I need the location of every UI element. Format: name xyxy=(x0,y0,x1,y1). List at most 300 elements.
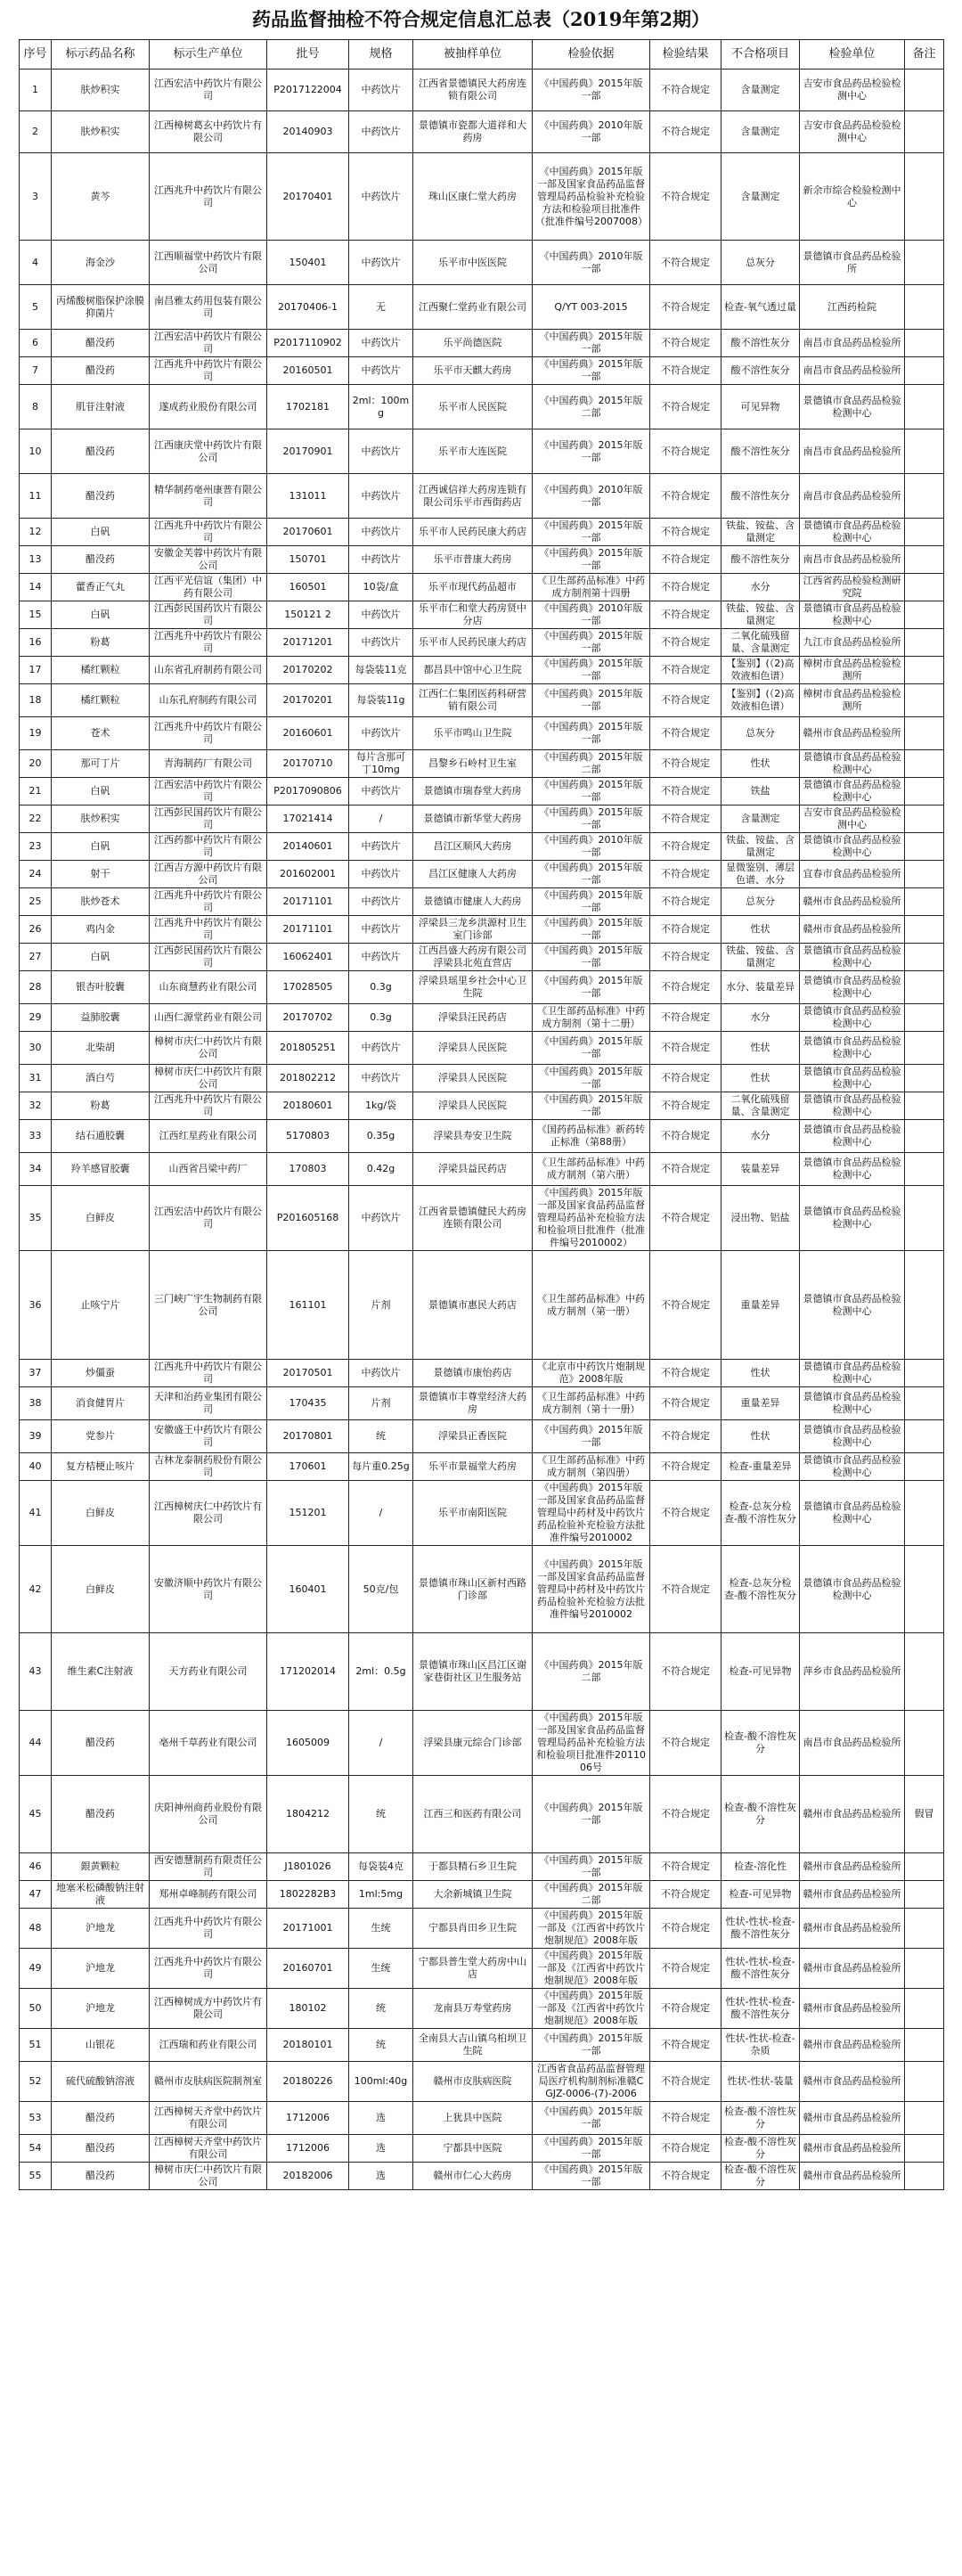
cell-manufacturer: 南昌雅太药用包装有限公司 xyxy=(150,285,267,330)
cell-result: 不符合规定 xyxy=(650,519,722,546)
cell-drug-name: 射干 xyxy=(52,861,150,888)
cell-failed-items: 检查-溶化性 xyxy=(722,1853,800,1881)
cell-manufacturer: 亳州千草药业有限公司 xyxy=(150,1711,267,1776)
cell-batch: 20170601 xyxy=(267,519,349,546)
cell-manufacturer: 天方药业有限公司 xyxy=(150,1633,267,1711)
cell-failed-items: 检查-酸不溶性灰分 xyxy=(722,2163,800,2190)
col-header-sampled-unit: 被抽样单位 xyxy=(413,40,533,70)
cell-batch: 20170702 xyxy=(267,1004,349,1032)
cell-result: 不符合规定 xyxy=(650,1004,722,1032)
cell-remark xyxy=(905,574,944,601)
cell-lab: 景德镇市食品药品检验检测中心 xyxy=(800,971,905,1004)
cell-manufacturer: 江西彭民国药饮片有限公司 xyxy=(150,601,267,629)
cell-lab: 樟树市食品药品检验检测所 xyxy=(800,684,905,717)
table-row xyxy=(20,1032,944,1065)
cell-manufacturer: 江西瑞和药业有限公司 xyxy=(150,2029,267,2062)
cell-result: 不符合规定 xyxy=(650,778,722,806)
cell-sampled-unit: 浮梁县瑶里乡社会中心卫生院 xyxy=(413,971,533,1004)
table-row xyxy=(20,916,944,944)
cell-failed-items: 装量差异 xyxy=(722,1153,800,1186)
cell-spec: 1kg/袋 xyxy=(349,1092,413,1120)
cell-remark xyxy=(905,429,944,474)
cell-lab: 南昌市食品药品检验所 xyxy=(800,1711,905,1776)
cell-failed-items: 检查-可见异物 xyxy=(722,1881,800,1909)
cell-failed-items: 显微鉴别、薄层色谱、水分 xyxy=(722,861,800,888)
cell-failed-items: 【鉴别】(（2)高效液相色谱） xyxy=(722,657,800,684)
cell-drug-name: 醋没药 xyxy=(52,546,150,574)
cell-spec: / xyxy=(349,1711,413,1776)
cell-lab: 萍乡市食品药品检验所 xyxy=(800,1633,905,1711)
cell-basis: 《中国药典》2015年版一部 xyxy=(533,916,650,944)
cell-failed-items: 含量测定 xyxy=(722,111,800,153)
cell-spec: 2ml：100mg xyxy=(349,385,413,429)
cell-lab: 南昌市食品药品检验所 xyxy=(800,546,905,574)
cell-batch: 1802282B3 xyxy=(267,1881,349,1909)
cell-failed-items: 酸不溶性灰分 xyxy=(722,474,800,519)
table-row xyxy=(20,971,944,1004)
cell-sampled-unit: 宁都县肖田乡卫生院 xyxy=(413,1909,533,1949)
cell-failed-items: 检查-总灰分检查-酸不溶性灰分 xyxy=(722,1546,800,1633)
cell-drug-name: 黄芩 xyxy=(52,153,150,241)
cell-remark xyxy=(905,2163,944,2190)
cell-sampled-unit: 江西省景德镇健民大药房连锁有限公司 xyxy=(413,1186,533,1251)
cell-batch: 20170201 xyxy=(267,684,349,717)
cell-drug-name: 粉葛 xyxy=(52,629,150,657)
cell-batch: 16062401 xyxy=(267,944,349,971)
cell-basis: 《中国药典》2015年版一部 xyxy=(533,2135,650,2163)
cell-sampled-unit: 景德镇市新华堂大药房 xyxy=(413,806,533,833)
cell-basis: 江西省食品药品监督管理局医疗机构制剂标准赣CGJZ-0006-(7)-2006 xyxy=(533,2062,650,2102)
cell-drug-name: 白矾 xyxy=(52,601,150,629)
cell-result: 不符合规定 xyxy=(650,1633,722,1711)
table-row xyxy=(20,357,944,385)
cell-seq: 47 xyxy=(20,1881,52,1909)
cell-manufacturer: 江西兆升中药饮片有限公司 xyxy=(150,153,267,241)
cell-result: 不符合规定 xyxy=(650,1949,722,1989)
cell-spec: 中药饮片 xyxy=(349,111,413,153)
cell-result: 不符合规定 xyxy=(650,1853,722,1881)
cell-manufacturer: 江西彭民国药饮片有限公司 xyxy=(150,806,267,833)
cell-result: 不符合规定 xyxy=(650,629,722,657)
cell-spec: 0.35g xyxy=(349,1120,413,1153)
cell-lab: 赣州市食品药品检验所 xyxy=(800,1909,905,1949)
cell-basis: 《中国药典》2015年版一部及《江西省中药饮片炮制规范》2008年版 xyxy=(533,1909,650,1949)
cell-sampled-unit: 江西省景德镇民大药房连锁有限公司 xyxy=(413,70,533,111)
col-header-batch: 批号 xyxy=(267,40,349,70)
cell-basis: 《中国药典》2015年版二部 xyxy=(533,1881,650,1909)
table-row xyxy=(20,111,944,153)
cell-lab: 景德镇市食品药品检验检测中心 xyxy=(800,601,905,629)
cell-sampled-unit: 龙南县万寿堂药房 xyxy=(413,1989,533,2029)
cell-failed-items: 检查-可见异物 xyxy=(722,1633,800,1711)
cell-remark xyxy=(905,861,944,888)
cell-drug-name: 白矾 xyxy=(52,833,150,861)
cell-seq: 30 xyxy=(20,1032,52,1065)
cell-spec: 中药饮片 xyxy=(349,1186,413,1251)
cell-sampled-unit: 景德镇市健康人大药房 xyxy=(413,888,533,916)
cell-spec: 中药饮片 xyxy=(349,629,413,657)
cell-manufacturer: 江西兆升中药饮片有限公司 xyxy=(150,1360,267,1387)
cell-failed-items: 水分、装量差异 xyxy=(722,971,800,1004)
table-row xyxy=(20,574,944,601)
cell-result: 不符合规定 xyxy=(650,916,722,944)
cell-lab: 景德镇市食品药品检验检测中心 xyxy=(800,1251,905,1360)
cell-sampled-unit: 江西三和医药有限公司 xyxy=(413,1776,533,1853)
cell-batch: P2017110902 xyxy=(267,330,349,357)
cell-spec: 每袋装11g xyxy=(349,684,413,717)
cell-seq: 2 xyxy=(20,111,52,153)
table-row xyxy=(20,385,944,429)
cell-result: 不符合规定 xyxy=(650,111,722,153)
cell-manufacturer: 精华制药亳州康普有限公司 xyxy=(150,474,267,519)
cell-basis: 《卫生部药品标准》中药成方制剂第十四册 xyxy=(533,574,650,601)
cell-seq: 32 xyxy=(20,1092,52,1120)
cell-failed-items: 检查-酸不溶性灰分 xyxy=(722,1776,800,1853)
cell-failed-items: 酸不溶性灰分 xyxy=(722,330,800,357)
cell-seq: 12 xyxy=(20,519,52,546)
cell-manufacturer: 江西宏洁中药饮片有限公司 xyxy=(150,778,267,806)
cell-basis: 《中国药典》2015年版一部及国家食品药品监督管理局药品检验补充检验方法和检验项目批准件（批准件编号2007008） xyxy=(533,153,650,241)
cell-result: 不符合规定 xyxy=(650,1186,722,1251)
cell-spec: 每袋装11克 xyxy=(349,657,413,684)
cell-drug-name: 醋没药 xyxy=(52,2163,150,2190)
cell-result: 不符合规定 xyxy=(650,861,722,888)
cell-batch: P2017122004 xyxy=(267,70,349,111)
cell-result: 不符合规定 xyxy=(650,285,722,330)
cell-result: 不符合规定 xyxy=(650,1251,722,1360)
table-row xyxy=(20,153,944,241)
cell-failed-items: 含量测定 xyxy=(722,70,800,111)
cell-result: 不符合规定 xyxy=(650,944,722,971)
col-header-remark: 备注 xyxy=(905,40,944,70)
cell-lab: 景德镇市食品药品检验检测中心 xyxy=(800,1481,905,1546)
cell-manufacturer: 江西宏洁中药饮片有限公司 xyxy=(150,1186,267,1251)
table-row xyxy=(20,1251,944,1360)
cell-batch: 20160501 xyxy=(267,357,349,385)
cell-seq: 45 xyxy=(20,1776,52,1853)
cell-remark xyxy=(905,330,944,357)
cell-seq: 10 xyxy=(20,429,52,474)
cell-manufacturer: 庆阳神州商药业股份有限公司 xyxy=(150,1776,267,1853)
cell-failed-items: 性状-性状-装量 xyxy=(722,2062,800,2102)
cell-batch: 17021414 xyxy=(267,806,349,833)
cell-sampled-unit: 乐平市现代药品超市 xyxy=(413,574,533,601)
cell-result: 不符合规定 xyxy=(650,1481,722,1546)
cell-sampled-unit: 浮梁县益民药店 xyxy=(413,1153,533,1186)
cell-remark xyxy=(905,357,944,385)
cell-result: 不符合规定 xyxy=(650,2102,722,2135)
cell-batch: 20170202 xyxy=(267,657,349,684)
cell-manufacturer: 江西兆升中药饮片有限公司 xyxy=(150,717,267,750)
cell-result: 不符合规定 xyxy=(650,2029,722,2062)
cell-manufacturer: 江西宏洁中药饮片有限公司 xyxy=(150,330,267,357)
cell-drug-name: 藿香正气丸 xyxy=(52,574,150,601)
cell-batch: 1804212 xyxy=(267,1776,349,1853)
cell-spec: 中药饮片 xyxy=(349,357,413,385)
cell-failed-items: 铁盐、铵盐、含量测定 xyxy=(722,944,800,971)
cell-lab: 南昌市食品药品检验所 xyxy=(800,474,905,519)
cell-result: 不符合规定 xyxy=(650,1453,722,1481)
table-row xyxy=(20,778,944,806)
cell-spec: 中药饮片 xyxy=(349,474,413,519)
cell-result: 不符合规定 xyxy=(650,357,722,385)
cell-basis: 《中国药典》2015年版一部 xyxy=(533,429,650,474)
cell-manufacturer: 赣州市皮肤病医院制剂室 xyxy=(150,2062,267,2102)
cell-remark xyxy=(905,1989,944,2029)
cell-drug-name: 醋没药 xyxy=(52,1776,150,1853)
cell-spec: 100ml:40g xyxy=(349,2062,413,2102)
cell-lab: 赣州市食品药品检验所 xyxy=(800,2163,905,2190)
cell-remark xyxy=(905,1004,944,1032)
cell-spec: 中药饮片 xyxy=(349,888,413,916)
cell-batch: 201802212 xyxy=(267,1065,349,1092)
cell-remark xyxy=(905,474,944,519)
cell-batch: 20170401 xyxy=(267,153,349,241)
cell-seq: 21 xyxy=(20,778,52,806)
cell-remark xyxy=(905,1120,944,1153)
cell-spec: 1ml:5mg xyxy=(349,1881,413,1909)
cell-remark xyxy=(905,241,944,285)
cell-batch: 161101 xyxy=(267,1251,349,1360)
cell-spec: 中药饮片 xyxy=(349,153,413,241)
cell-basis: 《中国药典》2010年版一部 xyxy=(533,241,650,285)
cell-drug-name: 党参片 xyxy=(52,1420,150,1453)
cell-seq: 51 xyxy=(20,2029,52,2062)
cell-failed-items: 性状 xyxy=(722,1032,800,1065)
cell-seq: 1 xyxy=(20,70,52,111)
cell-spec: 0.42g xyxy=(349,1153,413,1186)
cell-result: 不符合规定 xyxy=(650,1120,722,1153)
cell-manufacturer: 安徽济顺中药饮片有限公司 xyxy=(150,1546,267,1633)
cell-result: 不符合规定 xyxy=(650,888,722,916)
cell-remark xyxy=(905,2029,944,2062)
cell-drug-name: 那可丁片 xyxy=(52,750,150,778)
table-header-row xyxy=(20,40,944,70)
cell-manufacturer: 江西吉方源中药饮片有限公司 xyxy=(150,861,267,888)
cell-drug-name: 沪地龙 xyxy=(52,1949,150,1989)
cell-manufacturer: 江西兆升中药饮片有限公司 xyxy=(150,888,267,916)
cell-drug-name: 肤炒积实 xyxy=(52,70,150,111)
cell-result: 不符合规定 xyxy=(650,241,722,285)
cell-drug-name: 醋没药 xyxy=(52,357,150,385)
cell-remark xyxy=(905,385,944,429)
cell-lab: 南昌市食品药品检验所 xyxy=(800,429,905,474)
col-header-basis: 检验依据 xyxy=(533,40,650,70)
cell-seq: 43 xyxy=(20,1633,52,1711)
cell-remark xyxy=(905,2062,944,2102)
cell-drug-name: 鸡内金 xyxy=(52,916,150,944)
cell-drug-name: 肤炒苍术 xyxy=(52,888,150,916)
cell-result: 不符合规定 xyxy=(650,1360,722,1387)
cell-batch: 170601 xyxy=(267,1453,349,1481)
cell-drug-name: 海金沙 xyxy=(52,241,150,285)
cell-manufacturer: 山西仁源堂药业有限公司 xyxy=(150,1004,267,1032)
cell-drug-name: 沪地龙 xyxy=(52,1989,150,2029)
cell-sampled-unit: 乐平市大连医院 xyxy=(413,429,533,474)
cell-result: 不符合规定 xyxy=(650,330,722,357)
table-row xyxy=(20,1153,944,1186)
cell-result: 不符合规定 xyxy=(650,657,722,684)
cell-lab: 吉安市食品药品检验检测中心 xyxy=(800,806,905,833)
cell-basis: 《中国药典》2015年版一部及《江西省中药饮片炮制规范》2008年版 xyxy=(533,1989,650,2029)
cell-batch: 20171201 xyxy=(267,629,349,657)
cell-seq: 6 xyxy=(20,330,52,357)
cell-spec: 中药饮片 xyxy=(349,1032,413,1065)
cell-lab: 九江市食品药品检验所 xyxy=(800,629,905,657)
cell-failed-items: 水分 xyxy=(722,1004,800,1032)
cell-manufacturer: 江西顺福堂中药饮片有限公司 xyxy=(150,241,267,285)
cell-drug-name: 白鲜皮 xyxy=(52,1481,150,1546)
cell-lab: 景德镇市食品药品检验检测中心 xyxy=(800,833,905,861)
cell-basis: 《中国药典》2015年版一部及《江西省中药饮片炮制规范》2008年版 xyxy=(533,1949,650,1989)
cell-result: 不符合规定 xyxy=(650,574,722,601)
cell-basis: 《中国药典》2010年版一部 xyxy=(533,111,650,153)
cell-batch: 20180226 xyxy=(267,2062,349,2102)
cell-failed-items: 水分 xyxy=(722,1120,800,1153)
cell-manufacturer: 江西樟树庆仁中药饮片有限公司 xyxy=(150,1481,267,1546)
cell-drug-name: 醋没药 xyxy=(52,474,150,519)
cell-spec: 2ml：0.5g xyxy=(349,1633,413,1711)
cell-basis: 《中国药典》2010年版一部 xyxy=(533,833,650,861)
cell-sampled-unit: 浮梁县康元综合门诊部 xyxy=(413,1711,533,1776)
table-row xyxy=(20,888,944,916)
cell-lab: 景德镇市食品药品检验检测中心 xyxy=(800,944,905,971)
cell-drug-name: 结石通胶囊 xyxy=(52,1120,150,1153)
cell-sampled-unit: 乐平尚德医院 xyxy=(413,330,533,357)
cell-sampled-unit: 浮梁县人民医院 xyxy=(413,1065,533,1092)
cell-remark xyxy=(905,1186,944,1251)
cell-lab: 景德镇市食品药品检验检测中心 xyxy=(800,1120,905,1153)
cell-result: 不符合规定 xyxy=(650,70,722,111)
cell-manufacturer: 江西兆升中药饮片有限公司 xyxy=(150,629,267,657)
cell-lab: 景德镇市食品药品检验检测中心 xyxy=(800,778,905,806)
cell-basis: 《卫生部药品标准》中药成方制剂（第十二册） xyxy=(533,1004,650,1032)
cell-failed-items: 【鉴别】(（2)高效液相色谱） xyxy=(722,684,800,717)
cell-remark xyxy=(905,916,944,944)
cell-batch: 180102 xyxy=(267,1989,349,2029)
table-row xyxy=(20,1949,944,1989)
cell-basis: 《中国药典》2015年版二部 xyxy=(533,385,650,429)
cell-batch: 201602001 xyxy=(267,861,349,888)
cell-seq: 11 xyxy=(20,474,52,519)
cell-lab: 樟树市食品药品检验检测所 xyxy=(800,657,905,684)
cell-drug-name: 苍术 xyxy=(52,717,150,750)
cell-seq: 31 xyxy=(20,1065,52,1092)
cell-basis: 《中国药典》2015年版一部 xyxy=(533,1065,650,1092)
col-header-lab: 检验单位 xyxy=(800,40,905,70)
cell-spec: 中药饮片 xyxy=(349,429,413,474)
cell-basis: 《中国药典》2015年版二部 xyxy=(533,750,650,778)
table-row xyxy=(20,2029,944,2062)
cell-manufacturer: 樟树市庆仁中药饮片有限公司 xyxy=(150,1065,267,1092)
cell-sampled-unit: 乐平市天麒大药房 xyxy=(413,357,533,385)
cell-drug-name: 北柴胡 xyxy=(52,1032,150,1065)
cell-basis: 《中国药典》2015年版一部 xyxy=(533,778,650,806)
table-row xyxy=(20,474,944,519)
cell-seq: 25 xyxy=(20,888,52,916)
cell-manufacturer: 江西兆升中药饮片有限公司 xyxy=(150,1949,267,1989)
cell-lab: 赣州市食品药品检验所 xyxy=(800,2102,905,2135)
cell-drug-name: 地塞米松磷酸钠注射液 xyxy=(52,1881,150,1909)
cell-remark xyxy=(905,1853,944,1881)
cell-lab: 赣州市食品药品检验所 xyxy=(800,2135,905,2163)
cell-remark xyxy=(905,1546,944,1633)
cell-batch: 1605009 xyxy=(267,1711,349,1776)
cell-result: 不符合规定 xyxy=(650,1711,722,1776)
cell-batch: 131011 xyxy=(267,474,349,519)
cell-lab: 景德镇市食品药品检验检测中心 xyxy=(800,1546,905,1633)
cell-lab: 景德镇市食品药品检验所 xyxy=(800,241,905,285)
cell-remark xyxy=(905,1881,944,1909)
cell-seq: 24 xyxy=(20,861,52,888)
cell-sampled-unit: 景德镇市康怡药店 xyxy=(413,1360,533,1387)
cell-seq: 53 xyxy=(20,2102,52,2135)
cell-remark xyxy=(905,546,944,574)
cell-spec: 统 xyxy=(349,1776,413,1853)
cell-batch: 160501 xyxy=(267,574,349,601)
cell-basis: 《中国药典》2015年版一部 xyxy=(533,1420,650,1453)
cell-spec: 统 xyxy=(349,1420,413,1453)
cell-basis: 《中国药典》2015年版一部 xyxy=(533,684,650,717)
cell-lab: 赣州市食品药品检验所 xyxy=(800,1776,905,1853)
cell-lab: 新余市综合检验检测中心 xyxy=(800,153,905,241)
cell-remark xyxy=(905,1153,944,1186)
cell-remark xyxy=(905,629,944,657)
cell-remark: 假冒 xyxy=(905,1776,944,1853)
table-row xyxy=(20,657,944,684)
cell-spec: 中药饮片 xyxy=(349,546,413,574)
cell-basis: 《中国药典》2015年版一部 xyxy=(533,806,650,833)
cell-failed-items: 可见异物 xyxy=(722,385,800,429)
cell-lab: 景德镇市食品药品检验检测中心 xyxy=(800,1153,905,1186)
cell-drug-name: 肤炒积实 xyxy=(52,806,150,833)
cell-batch: 20180601 xyxy=(267,1092,349,1120)
cell-failed-items: 性状-性状-检查-杂质 xyxy=(722,2029,800,2062)
cell-failed-items: 酸不溶性灰分 xyxy=(722,429,800,474)
cell-result: 不符合规定 xyxy=(650,1776,722,1853)
cell-result: 不符合规定 xyxy=(650,601,722,629)
table-row xyxy=(20,1387,944,1420)
cell-sampled-unit: 乐平市人民药民康大药店 xyxy=(413,519,533,546)
cell-manufacturer: 江西药都中药饮片有限公司 xyxy=(150,833,267,861)
cell-result: 不符合规定 xyxy=(650,1909,722,1949)
cell-sampled-unit: 乐平市人民医院 xyxy=(413,385,533,429)
cell-result: 不符合规定 xyxy=(650,1546,722,1633)
cell-lab: 赣州市食品药品检验所 xyxy=(800,1949,905,1989)
cell-lab: 景德镇市食品药品检验检测中心 xyxy=(800,1186,905,1251)
cell-spec: 统 xyxy=(349,1989,413,2029)
table-row xyxy=(20,330,944,357)
cell-sampled-unit: 赣州市皮肤病医院 xyxy=(413,2062,533,2102)
cell-sampled-unit: 景德镇市惠民大药店 xyxy=(413,1251,533,1360)
table-row xyxy=(20,2062,944,2102)
table-row xyxy=(20,519,944,546)
cell-failed-items: 总灰分 xyxy=(722,717,800,750)
cell-result: 不符合规定 xyxy=(650,2135,722,2163)
table-row xyxy=(20,1633,944,1711)
cell-remark xyxy=(905,1711,944,1776)
cell-drug-name: 白矾 xyxy=(52,519,150,546)
cell-sampled-unit: 乐平市鸣山卫生院 xyxy=(413,717,533,750)
cell-lab: 赣州市食品药品检验所 xyxy=(800,1853,905,1881)
cell-remark xyxy=(905,657,944,684)
table-row xyxy=(20,2102,944,2135)
cell-batch: 160401 xyxy=(267,1546,349,1633)
table-row xyxy=(20,1453,944,1481)
cell-result: 不符合规定 xyxy=(650,750,722,778)
cell-manufacturer: 江西樟树葛玄中药饮片有限公司 xyxy=(150,111,267,153)
cell-manufacturer: 山东孔府制药有限公司 xyxy=(150,684,267,717)
